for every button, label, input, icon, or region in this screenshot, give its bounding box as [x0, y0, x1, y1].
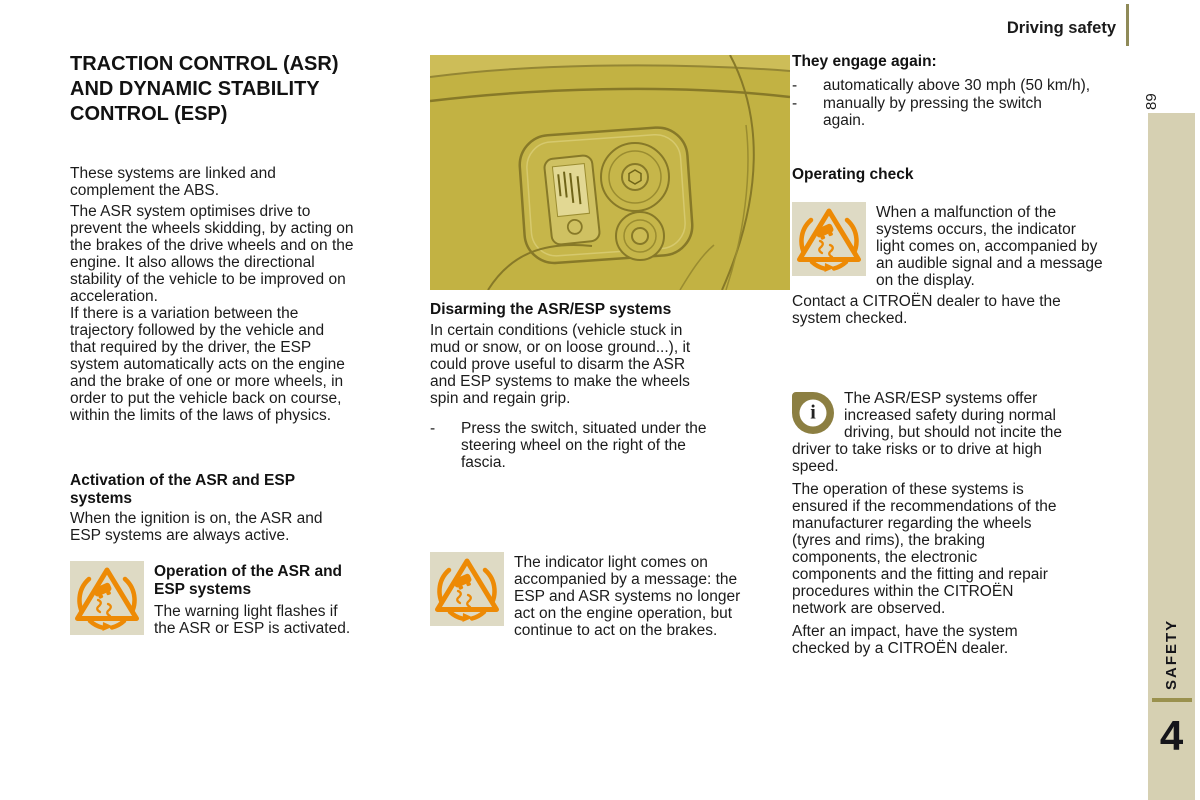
- list-item: [430, 420, 790, 471]
- column-middle: [430, 55, 790, 755]
- list-item: [792, 77, 1134, 94]
- column-right: [792, 53, 1134, 773]
- paragraph: These systems are linked and complement the ABS.: [70, 165, 276, 199]
- page-title: Driving safety: [1006, 19, 1116, 37]
- header-rule: [1126, 4, 1129, 46]
- paragraph: The ASR system optimises drive to prevent the wheels skidding, by acting on the brakes of the drive wheels and on the engine. It also allows the directional stability of the vehicle to be improved on acceleration.: [70, 203, 354, 305]
- list-item: [792, 95, 1134, 129]
- esp-warning-icon: [430, 552, 504, 626]
- bullet-text: manually by pressing the switch again.: [823, 95, 1042, 129]
- chapter-number: 4: [1159, 712, 1184, 759]
- paragraph: After an impact, have the system checked by a CITROËN dealer.: [792, 623, 1018, 657]
- paragraph: In certain conditions (vehicle stuck in mud or snow, or on loose ground...), it could prove useful to disarm the ASR and ESP systems to make the wheels spin and regain grip.: [430, 322, 691, 407]
- esp-warning-icon: [792, 202, 866, 276]
- chapter-tab-band: [1148, 113, 1195, 800]
- bullet-text: Press the switch, situated under the steering wheel on the right of the fascia.: [461, 420, 707, 471]
- chapter-tab-label: SAFETY: [1163, 618, 1180, 690]
- info-icon-glyph: i: [800, 400, 827, 427]
- warning-note-indicator: [430, 552, 790, 639]
- paragraph: When a malfunction of the systems occurs, the indicator light comes on, accompanied by an audible signal and a message on the display.: [876, 204, 1103, 289]
- column-left: [70, 52, 416, 752]
- subheading-engage: They engage again:: [792, 53, 937, 70]
- page-number: 89: [1143, 93, 1160, 110]
- subheading-disarming: Disarming the ASR/ESP systems: [430, 301, 672, 318]
- bullet-dash: -: [792, 77, 798, 94]
- paragraph: The indicator light comes on accompanied by a message: the ESP and ASR systems no longer act on the engine operation, but continue to act on the brakes.: [514, 554, 741, 639]
- warning-note-operation: [70, 561, 416, 637]
- bullet-dash: -: [792, 95, 798, 112]
- paragraph: Contact a CITROËN dealer to have the system checked.: [792, 293, 1061, 327]
- bullet-dash: -: [430, 420, 436, 437]
- subheading-operating-check: Operating check: [792, 166, 914, 183]
- paragraph: The operation of these systems is ensured if the recommendations of the manufacturer regarding the wheels (tyres and rims), the braking components, the electronic components and the fitting and repair procedures within the CITROËN network are observed.: [792, 481, 1057, 617]
- info-icon: [792, 392, 834, 434]
- paragraph: The ASR/ESP systems offer increased safety during normal driving, but should not incite the driver to take risks or to drive at high speed.: [792, 390, 1062, 475]
- bullet-text: automatically above 30 mph (50 km/h),: [823, 77, 1091, 94]
- paragraph: When the ignition is on, the ASR and ESP systems are always active.: [70, 510, 323, 544]
- info-note: [792, 390, 1134, 657]
- section-title: TRACTION CONTROL (ASR) AND DYNAMIC STABILITY CONTROL (ESP): [70, 53, 339, 125]
- esp-warning-icon: [70, 561, 144, 635]
- fascia-switch-photo: [430, 55, 790, 290]
- paragraph: If there is a variation between the trajectory followed by the vehicle and that required by the driver, the ESP system automatically acts on the engine and the brake of one or more wheels, in order to put the vehicle back on course, within the limits of the laws of physics.: [70, 305, 345, 424]
- subheading-operation: Operation of the ASR and ESP systems: [154, 563, 343, 598]
- paragraph: The warning light flashes if the ASR or ESP is activated.: [154, 603, 351, 637]
- warning-note-malfunction: [792, 202, 1134, 289]
- subheading-activation: Activation of the ASR and ESP systems: [70, 472, 295, 507]
- chapter-tab-divider: [1152, 698, 1192, 702]
